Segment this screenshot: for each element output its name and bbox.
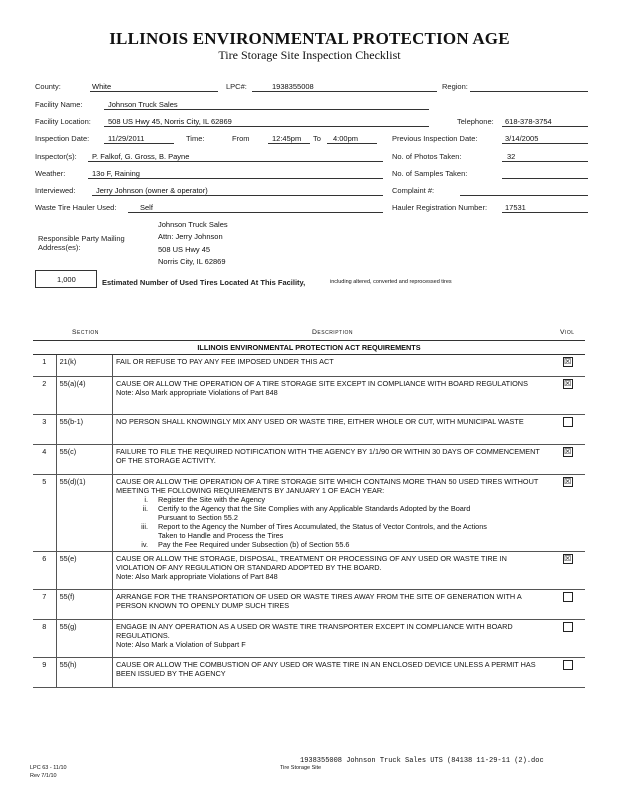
hauler-label: Waste Tire Hauler Used: [35, 203, 117, 212]
mailing-line: Johnson Truck Sales [158, 220, 228, 229]
row-number: 2 [33, 377, 56, 415]
county-value: White [92, 82, 112, 91]
photos-value: 32 [507, 152, 516, 161]
table-row [33, 445, 585, 475]
row-number: 3 [33, 415, 56, 445]
telephone-label: Telephone: [457, 117, 494, 126]
interviewed-label: Interviewed: [35, 186, 76, 195]
sub-item-roman: i. [144, 495, 148, 504]
checklist-table [33, 340, 585, 688]
sub-item-text: Certify to the Agency that the Site Complies with any Applicable Standards Adopted by the Board Pursuant to Section 55.2 [158, 504, 471, 522]
form-rev: Rev 7/1/10 [30, 773, 57, 779]
row-note: Note: Also Mark appropriate Violations of Part 848 [116, 388, 278, 397]
row-section: 21(k) [56, 355, 112, 377]
prev-inspection-label: Previous Inspection Date: [392, 134, 478, 143]
row-description: FAILURE TO FILE THE REQUIRED NOTIFICATION WITH THE AGENCY BY 1/1/90 OR WITHIN 30 DAYS OF COMMENCEMENT OF THE STORAGE ACTIVITY. [116, 447, 540, 465]
row-description: CAUSE OR ALLOW THE OPERATION OF A TIRE STORAGE SITE WHICH CONTAINS MORE THAN 50 USED TIRES WITHOUT MEETING THE FOLLOWING REQUIREMENTS BY JANUARY 1 OF EACH YEAR: [116, 477, 539, 495]
tire-count-box [35, 270, 97, 288]
row-section: 55(g) [56, 620, 112, 658]
column-viol: Viol [560, 329, 575, 336]
sub-item-text: Register the Site with the Agency [158, 495, 266, 504]
tire-count-note: including altered, converted and reprocessed tires [330, 279, 452, 285]
inspectors-label: Inspector(s): [35, 152, 77, 161]
row-section: 55(f) [56, 590, 112, 620]
row-note: Note: Also Mark appropriate Violations of Part 848 [116, 572, 278, 581]
document-subtitle: Tire Storage Site Inspection Checklist [218, 48, 401, 62]
facility-location-value: 508 US Hwy 45, Norris City, IL 62869 [108, 117, 232, 126]
violation-checkbox[interactable]: ☒ [563, 379, 572, 388]
row-number: 1 [33, 355, 56, 377]
sub-item [116, 522, 547, 540]
row-description: ENGAGE IN ANY OPERATION AS A USED OR WASTE TIRE TRANSPORTER EXCEPT IN COMPLIANCE WITH BOARD REGULATIONS. [116, 622, 513, 640]
row-description: CAUSE OR ALLOW THE OPERATION OF A TIRE STORAGE SITE EXCEPT IN COMPLIANCE WITH BOARD REGULATIONS [116, 379, 528, 388]
table-row [33, 620, 585, 658]
to-label: To [313, 134, 321, 143]
tire-count-value: 1,000 [57, 275, 76, 284]
hauler-reg-value: 17531 [505, 203, 526, 212]
facility-location-label: Facility Location: [35, 117, 91, 126]
sub-item [116, 504, 547, 522]
interviewed-value: Jerry Johnson (owner & operator) [96, 186, 208, 195]
to-value: 4:00pm [333, 134, 359, 143]
sub-item [116, 540, 547, 549]
document-title: ILLINOIS ENVIRONMENTAL PROTECTION AGE [109, 29, 510, 48]
telephone-value: 618-378-3754 [505, 117, 552, 126]
row-number: 6 [33, 552, 56, 590]
row-note: Note: Also Mark a Violation of Subpart F [116, 640, 246, 649]
row-description: ARRANGE FOR THE TRANSPORTATION OF USED OR WASTE TIRES AWAY FROM THE SITE OF GENERATION WITH A PERSON KNOWN TO OPENLY DUMP SUCH TIRES [116, 592, 522, 610]
sub-item-roman: iii. [141, 522, 148, 531]
sub-item-roman: iv. [141, 540, 148, 549]
footer-filename: 1938355008 Johnson Truck Sales UTS (84138 11-29-11 (2).doc [300, 757, 544, 765]
photos-label: No. of Photos Taken: [392, 152, 462, 161]
region-label: Region: [442, 82, 468, 91]
violation-checkbox[interactable] [563, 622, 573, 632]
row-section: 55(c) [56, 445, 112, 475]
hauler-reg-label: Hauler Registration Number: [392, 203, 488, 212]
row-number: 7 [33, 590, 56, 620]
row-number: 9 [33, 658, 56, 688]
mailing-label-1: Responsible Party Mailing [38, 234, 125, 243]
row-number: 5 [33, 475, 56, 552]
facility-name-label: Facility Name: [35, 100, 83, 109]
inspection-date-label: Inspection Date: [35, 134, 90, 143]
violation-checkbox[interactable]: ☒ [563, 554, 572, 563]
weather-label: Weather: [35, 169, 66, 178]
inspectors-value: P. Falkof, G. Gross, B. Payne [92, 152, 190, 161]
sub-item-roman: ii. [142, 504, 148, 513]
form-id: LPC 63 - 11/10 [30, 765, 67, 771]
row-number: 4 [33, 445, 56, 475]
table-row [33, 415, 585, 445]
violation-checkbox[interactable] [563, 660, 573, 670]
samples-label: No. of Samples Taken: [392, 169, 468, 178]
table-row [33, 552, 585, 590]
row-section: 55(h) [56, 658, 112, 688]
row-section: 55(e) [56, 552, 112, 590]
prev-inspection-value: 3/14/2005 [505, 134, 539, 143]
weather-value: 13o F, Raining [92, 169, 140, 178]
violation-checkbox[interactable]: ☒ [563, 447, 572, 456]
mailing-line: Norris City, IL 62869 [158, 257, 226, 266]
act-heading: ILLINOIS ENVIRONMENTAL PROTECTION ACT REQUIREMENTS [33, 341, 585, 355]
row-number: 8 [33, 620, 56, 658]
facility-name-value: Johnson Truck Sales [108, 100, 178, 109]
row-section: 55(b-1) [56, 415, 112, 445]
sub-item [116, 495, 547, 504]
violation-checkbox[interactable]: ☒ [563, 357, 572, 366]
violation-checkbox[interactable] [563, 417, 573, 427]
table-row [33, 475, 585, 552]
row-description: CAUSE OR ALLOW THE COMBUSTION OF ANY USED OR WASTE TIRE IN AN ENCLOSED DEVICE UNLESS A PERMIT HAS BEEN ISSUED BY THE AGENCY [116, 660, 536, 678]
mailing-label-2: Address(es): [38, 243, 81, 252]
complaint-label: Complaint #: [392, 186, 435, 195]
violation-checkbox[interactable] [563, 592, 573, 602]
row-description: CAUSE OR ALLOW THE STORAGE, DISPOSAL, TREATMENT OR PROCESSING OF ANY USED OR WASTE TIRE IN VIOLATION OF ANY REGULATION OR STANDARD ADOPTED BY THE BOARD. [116, 554, 507, 572]
column-description: Description [312, 329, 353, 336]
lpc-label: LPC#: [226, 82, 247, 91]
row-section: 55(a)(4) [56, 377, 112, 415]
time-label: Time: [186, 134, 205, 143]
sub-item-text: Pay the Fee Required under Subsection (b) of Section 55.6 [158, 540, 350, 549]
table-row [33, 355, 585, 377]
footer-page-note: Tire Storage Site [280, 765, 322, 771]
row-section: 55(d)(1) [56, 475, 112, 552]
county-label: County: [35, 82, 61, 91]
from-label: From [232, 134, 250, 143]
hauler-value: Self [140, 203, 153, 212]
violation-checkbox[interactable]: ☒ [563, 477, 572, 486]
mailing-line: 508 US Hwy 45 [158, 245, 211, 254]
row-description: FAIL OR REFUSE TO PAY ANY FEE IMPOSED UNDER THIS ACT [116, 357, 334, 366]
row-description: NO PERSON SHALL KNOWINGLY MIX ANY USED OR WASTE TIRE, EITHER WHOLE OR CUT, WITH MUNICIPAL WASTE [116, 417, 524, 426]
mailing-line: Attn: Jerry Johnson [158, 232, 223, 241]
table-row [33, 377, 585, 415]
tire-count-label: Estimated Number of Used Tires Located At This Facility, [102, 278, 306, 287]
inspection-date-value: 11/29/2011 [108, 134, 145, 143]
lpc-value: 1938355008 [272, 82, 314, 91]
table-row [33, 658, 585, 688]
column-section: Section [72, 329, 99, 336]
table-row [33, 590, 585, 620]
from-value: 12:45pm [272, 134, 302, 143]
sub-item-text: Report to the Agency the Number of Tires Accumulated, the Status of Vector Controls, and the Actions Taken to Handle and Process the Tires [158, 522, 487, 540]
